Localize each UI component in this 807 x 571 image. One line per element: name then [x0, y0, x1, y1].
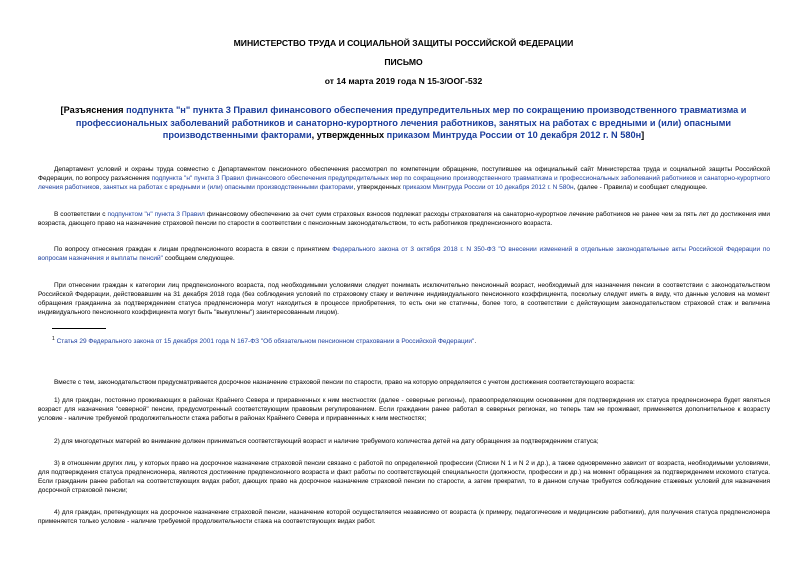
paragraph-federal-law — [38, 246, 770, 264]
paragraph-text: По вопросу отнесения граждан к лицам предпенсионного возраста в связи с принятием — [54, 246, 333, 253]
paragraph-item-2: 2) для многодетных матерей во внимание должен приниматься соответствующий возраст и наличие требуемого количества детей на дату обращения за подтверждением статуса; — [54, 438, 599, 445]
document-type: ПИСЬМО — [384, 57, 423, 67]
subject-close: ] — [641, 130, 645, 141]
subparagraph-n-link[interactable]: подпунктом "н" пункта 3 Правил — [107, 211, 205, 218]
paragraph-text: финансовому обеспечению за счет сумм страховых взносов подлежат расходы страхователя на санаторно-курортное лечение работников не ранее чем за пять лет до достижения ими возраста, дающего право на назначение страховой пенсии по старости в соответствии с пенсионным законодательством, то есть работников предпенсионного возраста. — [38, 211, 771, 227]
federal-law-350-link[interactable]: Федерального закона от 3 октября 2018 г. N 350-ФЗ "О внесении изменений в отдельные законодательные акты Российской Федерации по вопросам назначения и выплаты пенсий" — [38, 246, 770, 262]
paragraph-intro — [38, 166, 770, 193]
paragraph-item-1: 1) для граждан, постоянно проживающих в районах Крайнего Севера и приравненных к ним местностях (далее - северные регионы), правоопределяющим основанием для подтверждения их статуса предпенсионера будет являться возраст для назначения "северной" пенсии, предусмотренный соответствующим правовым регулированием. Если гражданин ранее работал в северных регионах, но теперь там не проживает, применяется дополнительное к возрасту условие - наличие требуемой продолжительности стажа работы в районах Крайнего Севера и приравненных к ним местностях; — [38, 397, 770, 422]
footnote-tail: . — [474, 338, 477, 346]
document-subject — [30, 104, 777, 142]
paragraph-item-4: 4) для граждан, претендующих на досрочное назначение страховой пенсии, назначение которой осуществляется независимо от возраста (к примеру, педагогические и медицинские работники), для получения статуса предпенсионера применяется только условие - наличие требуемой продолжительности стажа на соответствующих видах работ. — [38, 509, 770, 525]
subject-order-link[interactable]: приказом Минтруда России от 10 декабря 2012 г. N 580н — [386, 130, 642, 141]
paragraph-item-3: 3) в отношении других лиц, у которых право на досрочное назначение страховой пенсии связано с работой по определенной профессии (Списки N 1 и N 2 и др.), а также одновременно зависит от возраста, необходимыми условиями, для подтверждения статуса предпенсионера, являются достижение предпенсионного возраста и факт работы по соответствующей специальности (должности, профессии и др.) на момент обращения за подтверждением искомого статуса. Если гражданин ранее работал на соответствующих видах работ, дающих право на досрочное назначение страховой пенсии по старости, а затем прекратил, то в данном случае требуется соблюдение стажевых условий для назначения досрочной страховой пенсии; — [38, 460, 770, 494]
footnote — [52, 335, 476, 347]
paragraph-text: , утвержденных — [353, 183, 403, 191]
intro-rules-link[interactable]: подпункта "н" пункта 3 Правил финансового обеспечения предупредительных мер по сокращению производственного травматизма и профессиональных заболеваний работников и санаторно-курортного лечения работников, занятых на работах с вредными и (или) опасными производственными факторами — [38, 174, 770, 191]
ministry-heading: МИНИСТЕРСТВО ТРУДА И СОЦИАЛЬНОЙ ЗАЩИТЫ РОССИЙСКОЙ ФЕДЕРАЦИИ — [233, 38, 574, 48]
footnote-law-167-link[interactable]: Статья 29 Федерального закона от 15 декабря 2001 года N 167-ФЗ "Об обязательном пенсионном страховании в Российской Федерации" — [56, 338, 475, 346]
footnote-separator — [52, 328, 106, 329]
paragraph-text: В соответствии с — [54, 211, 108, 218]
paragraph-pre-retirement: При отнесении граждан к категории лиц предпенсионного возраста, под необходимыми условиями следует понимать исключительно пенсионный возраст, необходимый для назначения пенсии в соответствии с законодательством Российской Федерации, действовавшим на 31 декабря 2018 года (без соблюдения условий по страховому стажу и величине индивидуального пенсионного коэффициента, поскольку следует иметь в виду, что данные условия на момент обращения гражданина за подтверждением статуса предпенсионера могут находиться в процессе приобретения, то есть они не статичны, более того, в соответствии с действующим законодательством страховой стаж и величина индивидуального пенсионного коэффициента могут быть "выкуплены") заинтересованным лицом). — [38, 282, 770, 316]
subject-rules-link[interactable]: подпункта "н" пункта 3 Правил финансового обеспечения предупредительных мер по сокращению производственного травматизма и профессиональных заболеваний работников и санаторно-курортного лечения работников, занятых на работах с вредными и (или) опасными производственными факторами — [75, 105, 747, 141]
document-date-number: от 14 марта 2019 года N 15-3/ООГ-532 — [324, 76, 483, 86]
paragraph-early-pension: Вместе с тем, законодательством предусматривается досрочное назначение страховой пенсии по старости, право на которую определяется с учетом достижения соответствующего возраста: — [54, 379, 635, 386]
paragraph-sanatorium — [38, 211, 770, 229]
subject-mid: , утвержденных — [311, 130, 387, 141]
paragraph-text: , (далее - Правила) и сообщает следующее. — [573, 183, 708, 191]
paragraph-text: сообщаем следующее. — [162, 254, 235, 262]
footnote-marker: 1 — [52, 336, 55, 342]
intro-order-link[interactable]: приказом Минтруда России от 10 декабря 2012 г. N 580н — [402, 183, 574, 191]
subject-open: [Разъяснения — [60, 105, 127, 115]
paragraph-text: Департамент условий и охраны труда совместно с Департаментом пенсионного обеспечения рассмотрел по компетенции обращение, поступившее на официальный сайт Министерства труда и социальной защиты Российской Федерации, по вопросу разъяснения — [38, 166, 770, 182]
